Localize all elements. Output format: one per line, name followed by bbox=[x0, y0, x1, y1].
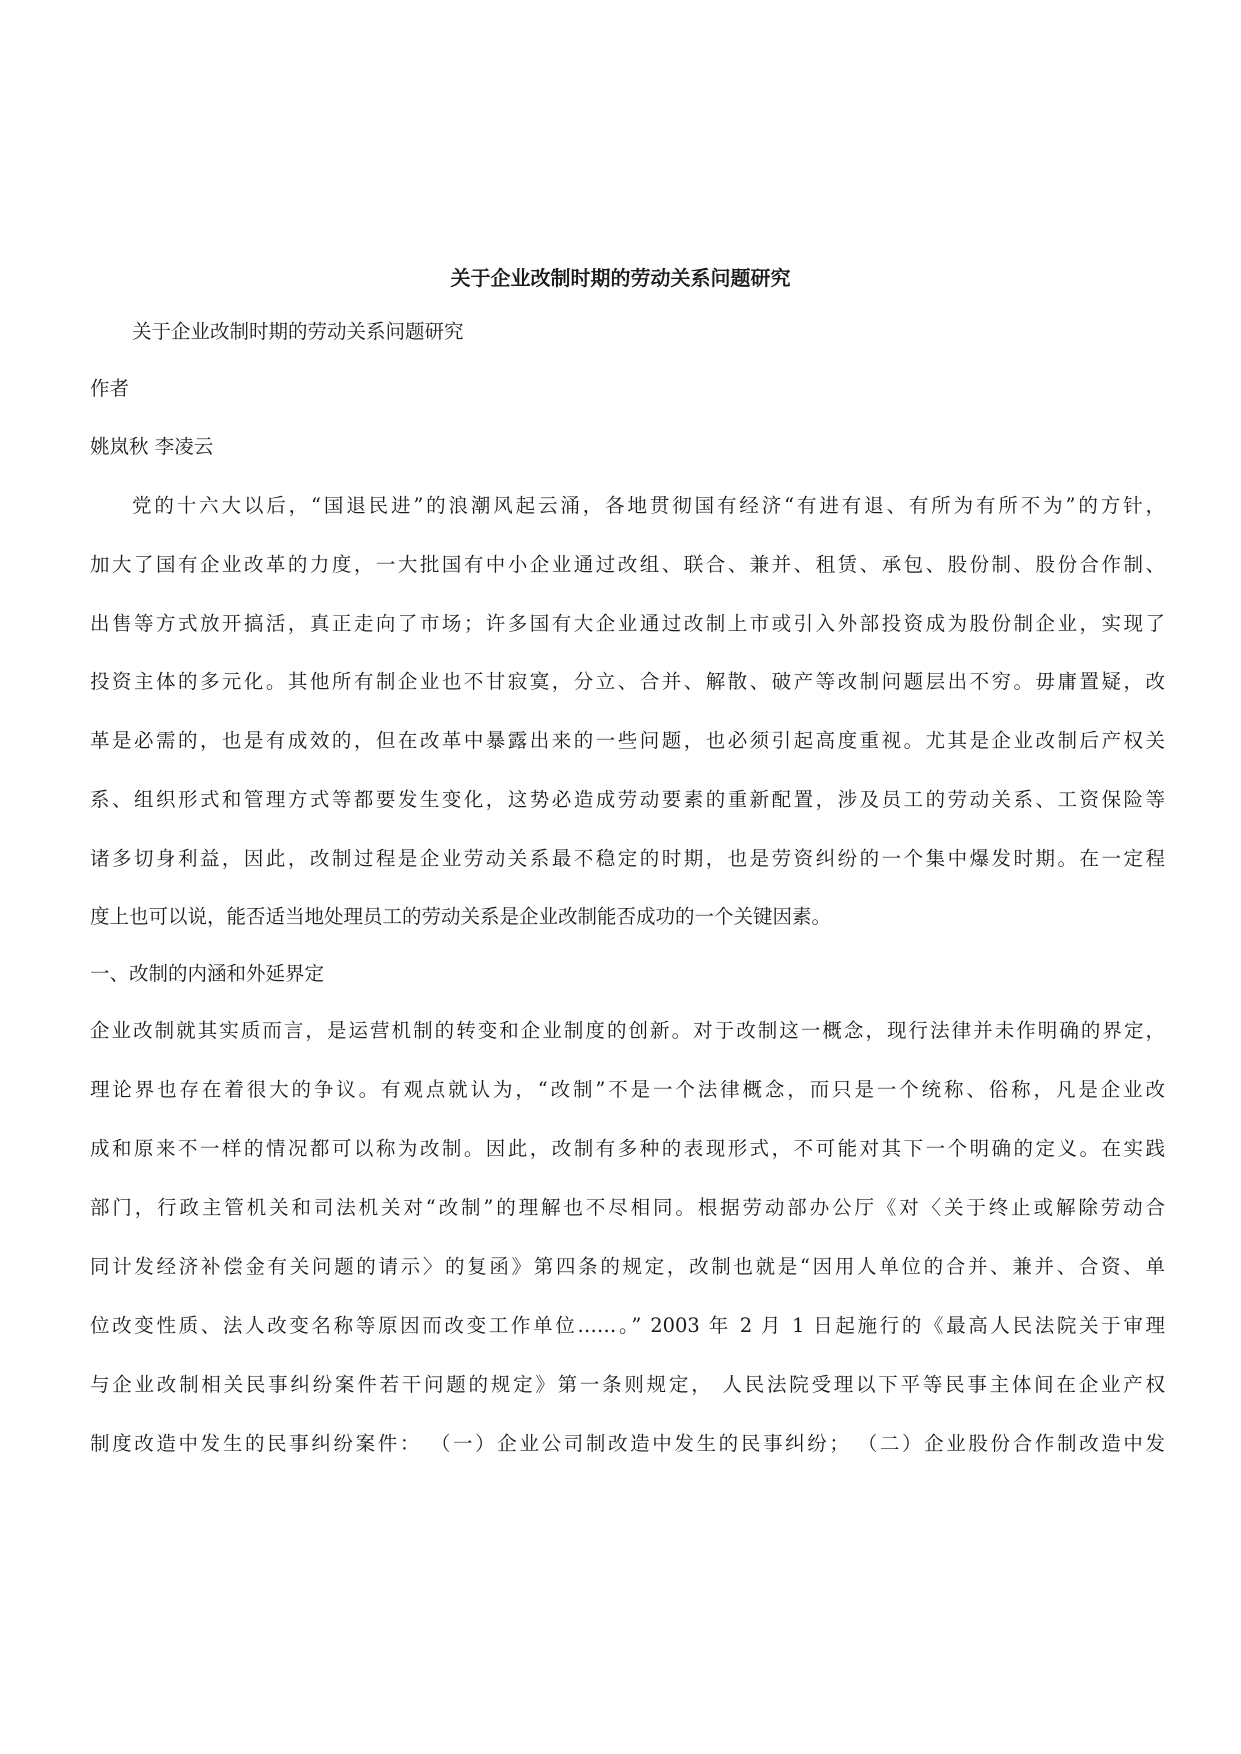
author-label: 作者 bbox=[90, 377, 130, 400]
paragraph-line: 革是必需的，也是有成效的，但在改革中暴露出来的一些问题，也必须引起高度重视。尤其是企业改制后产权关 bbox=[90, 729, 1165, 752]
paragraph-line: 同计发经济补偿金有关问题的请示〉的复函》第四条的规定，改制也就是“因用人单位的合并、兼并、合资、单 bbox=[90, 1255, 1165, 1278]
document-title: 关于企业改制时期的劳动关系问题研究 bbox=[450, 266, 791, 290]
document-subtitle: 关于企业改制时期的劳动关系问题研究 bbox=[132, 320, 464, 343]
paragraph-line: 理论界也存在着很大的争议。有观点就认为，“改制”不是一个法律概念，而只是一个统称、俗称，凡是企业改 bbox=[90, 1078, 1165, 1101]
author-names: 姚岚秋 李凌云 bbox=[90, 435, 214, 458]
paragraph-line: 度上也可以说，能否适当地处理员工的劳动关系是企业改制能否成功的一个关键因素。 bbox=[90, 905, 832, 928]
paragraph-line: 投资主体的多元化。其他所有制企业也不甘寂寞，分立、合并、解散、破产等改制问题层出不穷。毋庸置疑，改 bbox=[90, 670, 1165, 693]
paragraph-line: 与企业改制相关民事纠纷案件若干问题的规定》第一条则规定， 人民法院受理以下平等民事主体间在企业产权 bbox=[90, 1373, 1165, 1396]
paragraph-line: 出售等方式放开搞活，真正走向了市场；许多国有大企业通过改制上市或引入外部投资成为股份制企业，实现了 bbox=[90, 612, 1165, 635]
section-heading: 一、改制的内涵和外延界定 bbox=[90, 962, 325, 985]
paragraph-line: 位改变性质、法人改变名称等原因而改变工作单位……。” 2003 年 2 月 1 日起施行的《最高人民法院关于审理 bbox=[90, 1314, 1165, 1337]
paragraph-line: 加大了国有企业改革的力度，一大批国有中小企业通过改组、联合、兼并、租赁、承包、股份制、股份合作制、 bbox=[90, 553, 1165, 576]
paragraph-line: 制度改造中发生的民事纠纷案件： （一）企业公司制改造中发生的民事纠纷； （二）企业股份合作制改造中发 bbox=[90, 1432, 1165, 1455]
paragraph-line: 诸多切身利益，因此，改制过程是企业劳动关系最不稳定的时期，也是劳资纠纷的一个集中爆发时期。在一定程 bbox=[90, 847, 1165, 870]
paragraph-line: 成和原来不一样的情况都可以称为改制。因此，改制有多种的表现形式，不可能对其下一个明确的定义。在实践 bbox=[90, 1137, 1165, 1160]
paragraph-line: 部门，行政主管机关和司法机关对“改制”的理解也不尽相同。根据劳动部办公厅《对〈关于终止或解除劳动合 bbox=[90, 1196, 1165, 1219]
paragraph-line: 企业改制就其实质而言，是运营机制的转变和企业制度的创新。对于改制这一概念，现行法律并未作明确的界定， bbox=[90, 1019, 1165, 1042]
paragraph-line: 系、组织形式和管理方式等都要发生变化，这势必造成劳动要素的重新配置，涉及员工的劳动关系、工资保险等 bbox=[90, 788, 1165, 811]
paragraph-line: 党的十六大以后，“国退民进”的浪潮风起云涌，各地贯彻国有经济“有进有退、有所为有所不为”的方针， bbox=[132, 494, 1165, 517]
